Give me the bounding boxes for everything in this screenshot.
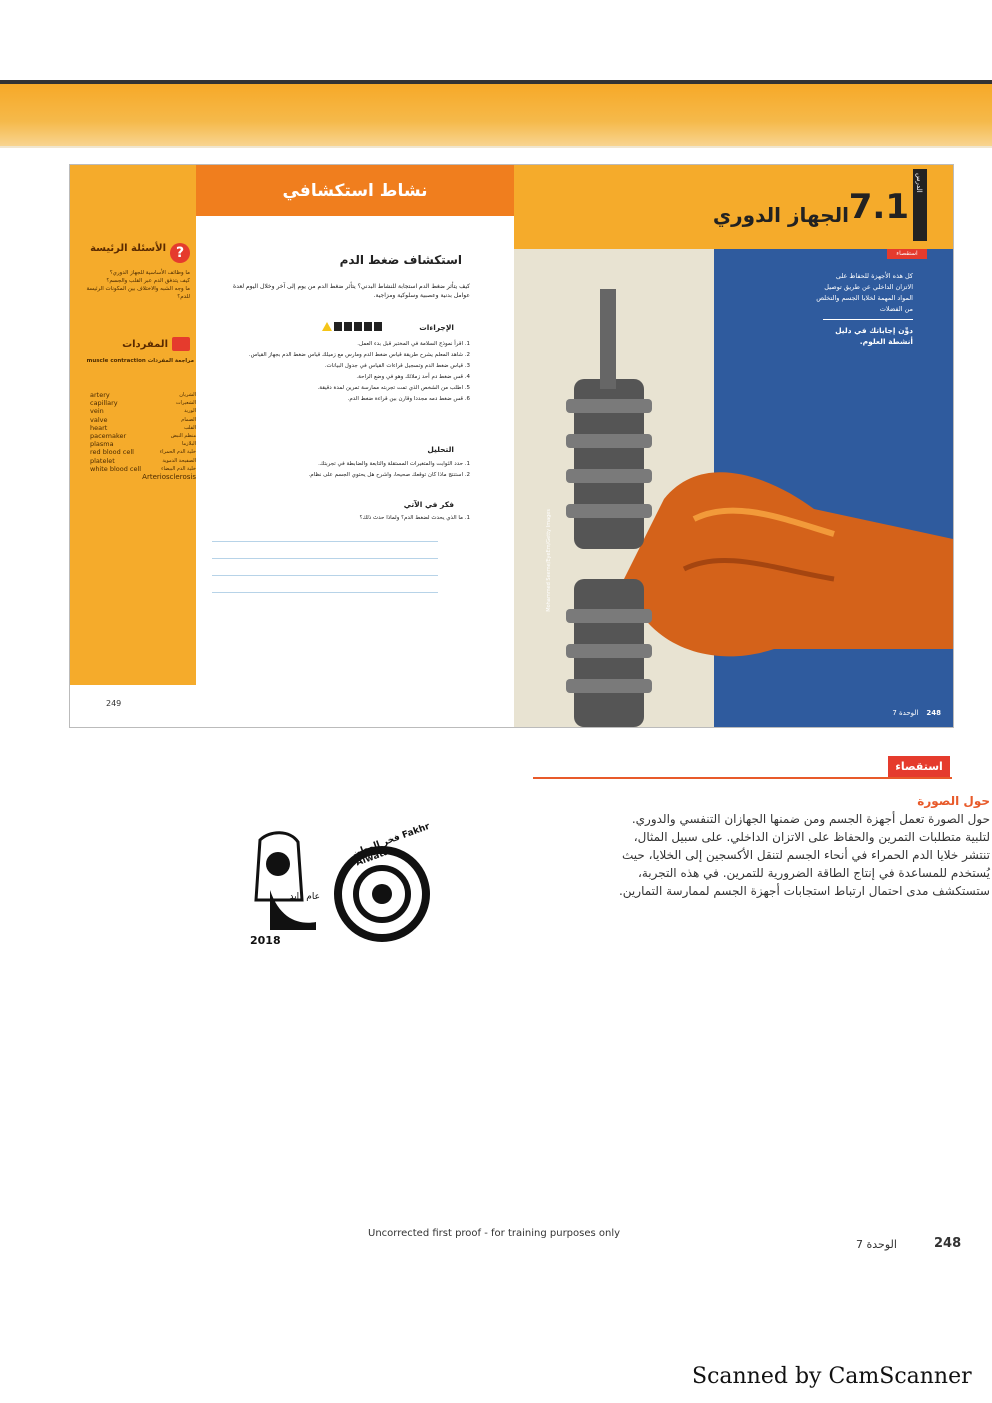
procedure-step: 1. اقرأ نموذج السلامة في المختبر قبل بدء العمل. bbox=[357, 341, 470, 347]
lesson-title: الجهاز الدوري bbox=[712, 203, 849, 227]
vocabulary-list bbox=[90, 391, 196, 481]
explore-tag: استقصاء bbox=[887, 249, 927, 259]
zayed-portrait-icon bbox=[250, 830, 322, 930]
stamp-text: عام زايد bbox=[289, 892, 320, 902]
procedure-step: 2. شاهد المعلم يشرح طريقة قياس ضغط الدم ومارس مع زميلك قياس ضغط الدم بجهاز القياس. bbox=[248, 352, 470, 358]
procedure-step: 4. قس ضغط دم أحد زملائك وهو في وضع الراحة. bbox=[356, 374, 470, 380]
procedure-step: 3. قياس ضغط الدم وتسجيل قراءات القياس في جدول البيانات. bbox=[324, 363, 470, 369]
analysis-item: 2. استنتج ماذا كان توقعك صحيحا، واشرح هل يحتوي الجسم على نظام. bbox=[308, 472, 470, 478]
procedure-step: 5. اطلب من الشخص الذي تمت تجربته ممارسة تمرين لمدة دقيقة. bbox=[317, 385, 470, 391]
left-page-footer bbox=[70, 685, 196, 727]
answer-line bbox=[212, 575, 438, 576]
answer-line bbox=[212, 592, 438, 593]
footer-unit: الوحدة 7 bbox=[856, 1238, 897, 1251]
section-divider bbox=[533, 777, 952, 779]
paragraph-line: لتلبية متطلبات التمرين والحفاظ على الاتزان الداخلي. على سبيل المثال، bbox=[633, 830, 990, 844]
photo-caption bbox=[803, 271, 913, 315]
vocab-row: platelet الصفيحة الدموية bbox=[90, 456, 196, 465]
vocab-row: heart القلب bbox=[90, 423, 196, 432]
safety-icon bbox=[344, 322, 352, 331]
photo-credit: Mohammed Seeme/EyeEm/Getty Images bbox=[546, 509, 552, 612]
vocab-row: vein الوريد bbox=[90, 407, 196, 416]
lesson-tag: الدرس bbox=[915, 173, 923, 193]
key-questions-list bbox=[78, 269, 190, 301]
vocab-row: Arteriosclerosis bbox=[142, 473, 196, 482]
fakhr-alwatan-stamp bbox=[330, 821, 440, 944]
photo-illustration bbox=[514, 249, 953, 727]
safety-icon bbox=[354, 322, 362, 331]
warning-icon bbox=[322, 322, 332, 331]
vocabulary-title: المفردات bbox=[122, 339, 168, 350]
vocabulary-review: مراجعة المفردات muscle contraction bbox=[86, 358, 194, 364]
activity-title: استكشاف ضغط الدم bbox=[339, 253, 462, 267]
footer-page-number: 248 bbox=[934, 1236, 962, 1251]
safety-icon bbox=[334, 322, 342, 331]
activity-header: نشاط استكشافي bbox=[196, 165, 514, 216]
procedures-label: الإجراءات bbox=[419, 323, 454, 332]
vocab-row: pacemaker منظم النبض bbox=[90, 432, 196, 441]
vocab-row: white blood cell خلية الدم البيضاء bbox=[90, 464, 196, 473]
right-page-unit: الوحدة 7 bbox=[892, 709, 919, 717]
vocab-row: plasma البلازما bbox=[90, 440, 196, 449]
right-page-number: 248 bbox=[926, 709, 941, 717]
paragraph-line: يُستخدم للمساعدة في إنتاج الطاقة الضرورية للتمرين. في هذه التجربة، bbox=[638, 866, 990, 880]
key-questions-title: الأسئلة الرئيسة bbox=[90, 243, 166, 254]
answer-lines bbox=[212, 541, 438, 609]
left-page-number: 249 bbox=[106, 699, 122, 708]
paragraph-title: حول الصورة bbox=[917, 794, 990, 808]
think-label: فكر في الآتي bbox=[403, 500, 454, 509]
analysis-label: التحليل bbox=[427, 445, 454, 454]
safety-icon bbox=[364, 322, 372, 331]
top-orange-band bbox=[0, 84, 992, 146]
lesson-header bbox=[514, 165, 953, 257]
key-question: ما وظائف الأساسية للجهاز الدوري؟ bbox=[109, 270, 190, 276]
lesson-tab bbox=[913, 169, 927, 241]
think-question: 1. ما الذي يحدث لضغط الدم؟ ولماذا حدث ذلك؟ bbox=[359, 515, 470, 521]
safety-icons bbox=[322, 322, 384, 331]
paragraph-line bbox=[540, 792, 990, 810]
year-of-zayed-stamp bbox=[250, 830, 322, 950]
answer-line bbox=[212, 541, 438, 542]
caption-line: الاتزان الداخلي عن طريق توصيل bbox=[824, 283, 913, 291]
vocabulary-icon bbox=[172, 337, 190, 351]
question-mark-icon: ? bbox=[170, 243, 190, 263]
book-spread bbox=[69, 164, 954, 728]
proof-notice: Uncorrected first proof - for training purposes only bbox=[368, 1228, 621, 1239]
vocab-row: valve الصمام bbox=[90, 415, 196, 424]
left-page-sidebar bbox=[70, 165, 196, 685]
caption-line: المواد المهمة لخلايا الجسم والتخلص bbox=[816, 294, 913, 302]
activity-intro: كيف يتأثر ضغط الدم استجابة للنشاط البدني؟ يتأثر ضغط الدم من يوم إلى آخر وخلال اليوم لعدة عوامل بدنية وعصبية وسلوكية ومزاجية. bbox=[233, 283, 470, 299]
vocab-row: red blood cell خلية الدم الحمراء bbox=[90, 448, 196, 457]
caption-line: من الفضلات bbox=[879, 305, 913, 313]
safety-icon bbox=[374, 322, 382, 331]
procedures-list bbox=[220, 339, 470, 405]
scanner-credit: Scanned by CamScanner bbox=[692, 1364, 972, 1389]
caption-line: كل هذه الأجهزة للحفاظ على bbox=[835, 272, 913, 280]
paragraph-line: ستستكشف مدى احتمال ارتباط استجابات أجهزة الجسم لممارسة التمارين. bbox=[618, 884, 990, 898]
answer-line bbox=[212, 558, 438, 559]
lesson-number: 7.1 bbox=[848, 187, 909, 227]
analysis-list bbox=[220, 459, 470, 481]
paragraph-line: حول الصورة تعمل أجهزة الجسم ومن ضمنها الجهازان التنفسي والدوري. bbox=[631, 812, 990, 826]
key-question: ما وجه الشبه والاختلاف بين المكونات الرئيسة للدم؟ bbox=[86, 286, 190, 300]
vocab-row: artery الشريان bbox=[90, 391, 196, 399]
stamp-label: فخر الوطن Fakhr Alwatan bbox=[351, 821, 432, 869]
bodybuilder-photo bbox=[514, 249, 953, 727]
top-band-shadow bbox=[0, 146, 992, 148]
paragraph-line: تنتشر خلايا الدم الحمراء في أنحاء الجسم لتنقل الأكسجين إلى الخلايا، حيث bbox=[621, 848, 990, 862]
stamp-year: 2018 bbox=[250, 934, 281, 947]
right-page-footer bbox=[892, 709, 941, 717]
about-photo-paragraph bbox=[540, 792, 990, 900]
caption-divider bbox=[823, 319, 913, 320]
photo-note: دوِّن إجاباتك في دليل أنشطة العلوم. bbox=[835, 326, 913, 346]
vocab-row: capillary الشعيرات bbox=[90, 399, 196, 408]
analysis-item: 1. حدد الثوابت والمتغيرات المستقلة والتابعة والضابطة في تجربتك. bbox=[318, 461, 470, 467]
procedure-step: 6. قس ضغط دمه مجددا وقارن بين قراءة ضغط الدم. bbox=[347, 396, 470, 402]
key-question: كيف يتدفق الدم عبر القلب والجسم؟ bbox=[106, 278, 190, 284]
bottom-explore-tag: استقصاء bbox=[888, 756, 950, 778]
